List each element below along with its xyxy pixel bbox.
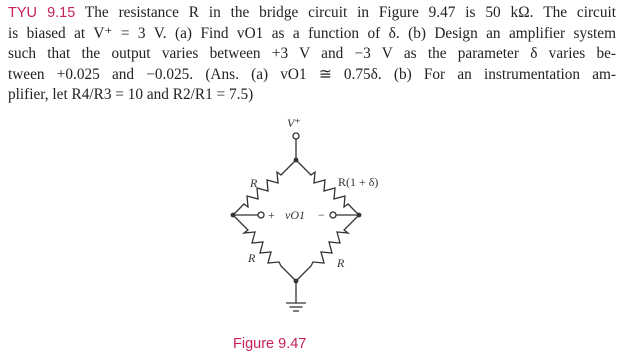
figure-caption: Figure 9.47	[233, 336, 307, 352]
resistor-bottom-left	[233, 215, 296, 281]
problem-line-4: tween +0.025 and −0.025. (Ans. (a) vO1 ≅ 0.75δ. (b) For an instrumentation am-	[8, 65, 616, 83]
resistor-bottom-right	[296, 215, 359, 281]
output-terminal-left	[258, 212, 264, 218]
label-resistor-bottom-left: R	[248, 251, 256, 265]
output-plus-sign: +	[268, 208, 275, 222]
label-resistor-bottom-right: R	[337, 256, 345, 270]
problem-line-1: TYU 9.15 The resistance R in the bridge circuit in Figure 9.47 is 50 kΩ. The circuit	[8, 4, 616, 21]
ground-symbol	[286, 303, 306, 311]
problem-line-2: is biased at V⁺ = 3 V. (a) Find vO1 as a function of δ. (b) Design an amplifier system	[8, 24, 616, 42]
supply-terminal	[293, 133, 299, 139]
node-bottom	[294, 279, 299, 284]
resistor-top-left	[233, 160, 296, 215]
output-label: vO1	[285, 208, 305, 222]
problem-line-3: such that the output varies between +3 V and −3 V as the parameter δ varies be-	[8, 45, 616, 62]
output-terminal-right	[330, 212, 336, 218]
label-resistor-top-right: R(1 + δ)	[338, 175, 379, 189]
label-resistor-top-left: R	[250, 176, 258, 190]
output-minus-sign: −	[318, 208, 325, 222]
node-right	[357, 213, 362, 218]
node-left	[231, 213, 236, 218]
problem-line-5: plifier, let R4/R3 = 10 and R2/R1 = 7.5)	[8, 86, 254, 103]
supply-label: V⁺	[287, 116, 301, 130]
problem-label: TYU 9.15	[8, 5, 76, 21]
node-top	[294, 158, 299, 163]
